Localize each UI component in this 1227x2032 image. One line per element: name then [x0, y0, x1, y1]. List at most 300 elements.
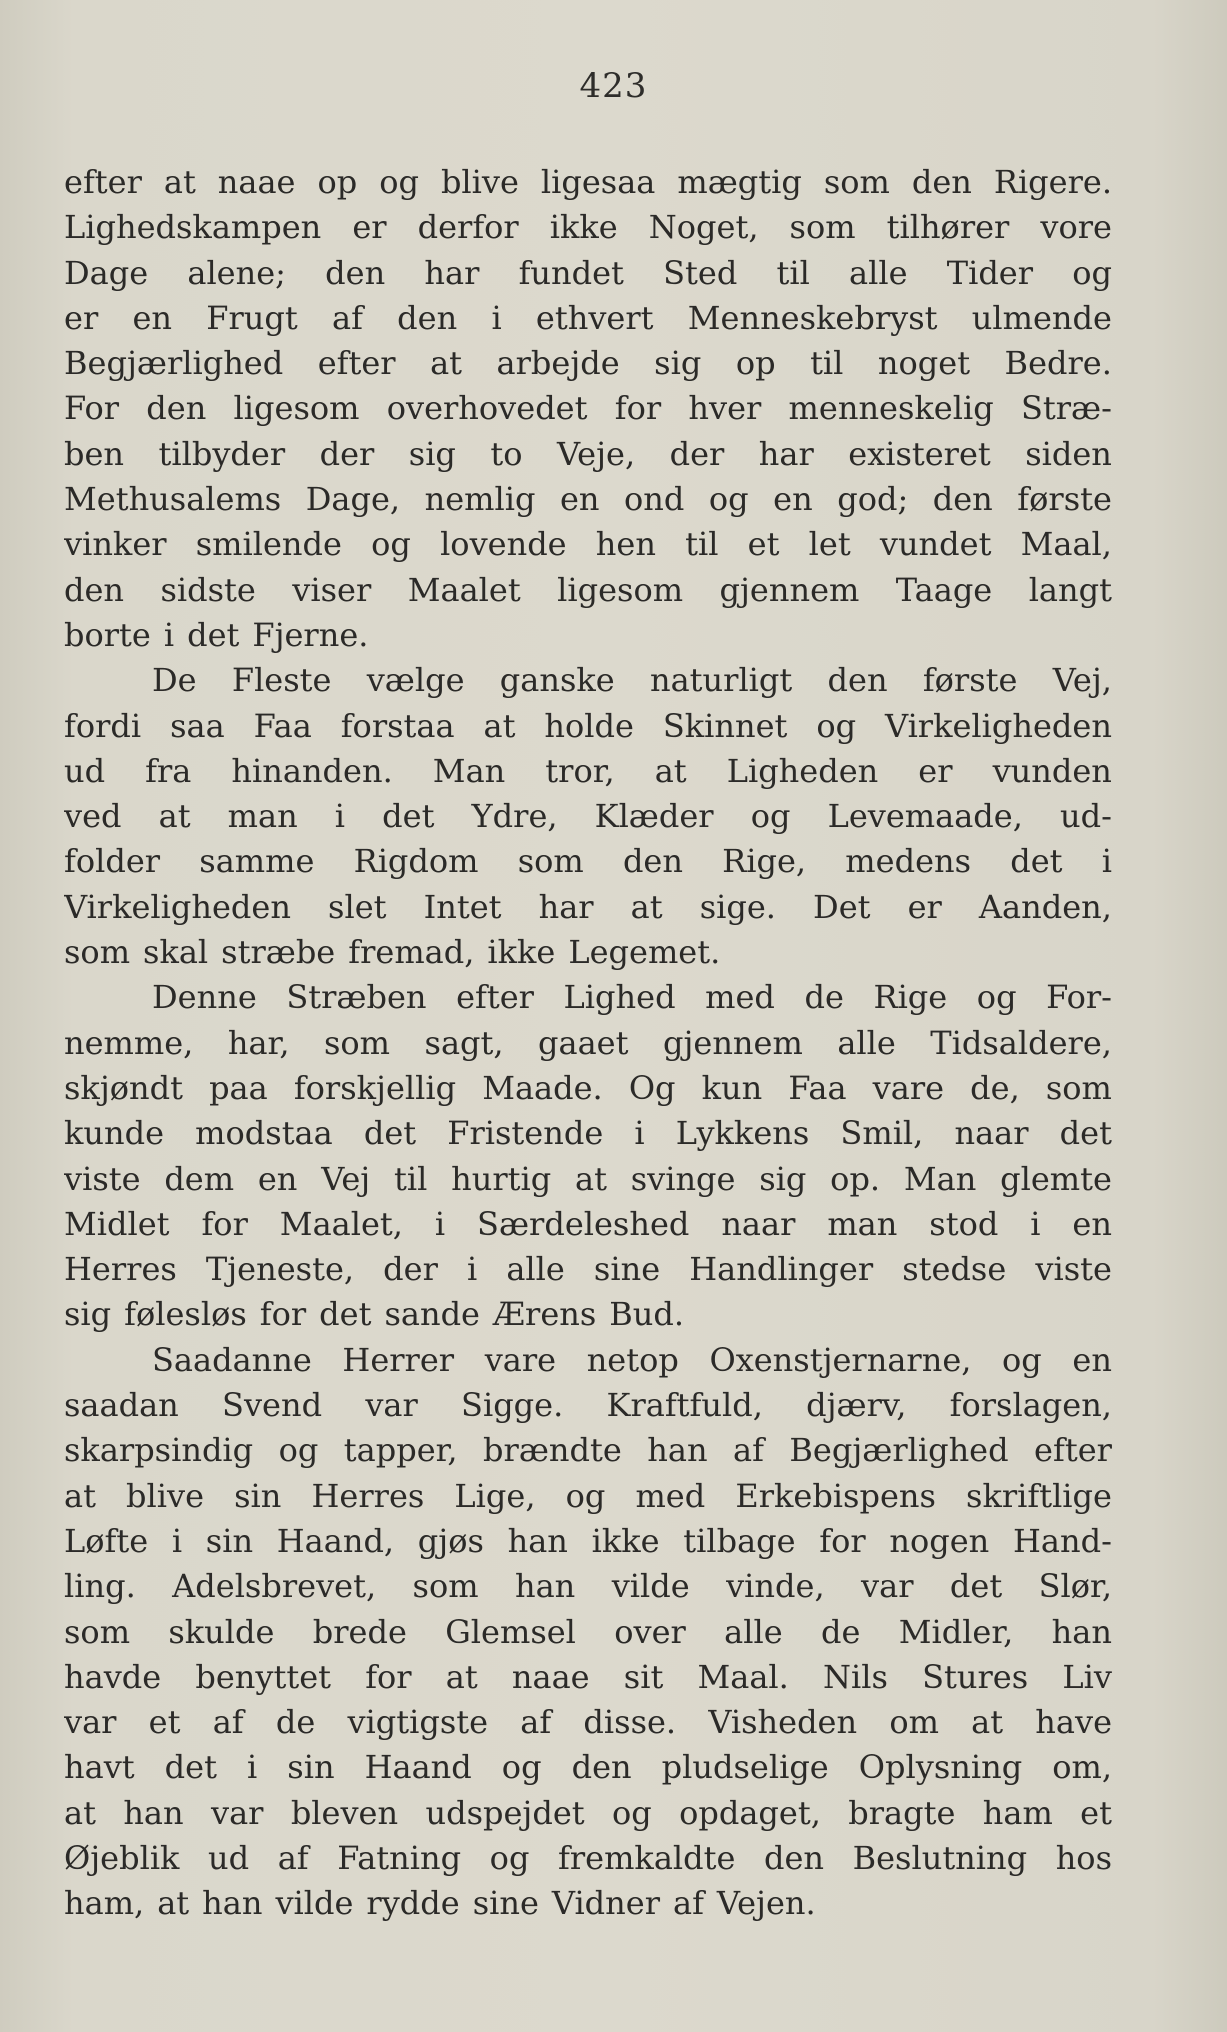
word: benyttet — [195, 1657, 331, 1696]
word: tapper, — [343, 1431, 458, 1470]
word: vælge — [366, 661, 465, 700]
word: sande — [384, 1295, 480, 1334]
word: ikke — [591, 1521, 660, 1560]
word: vundet — [879, 525, 992, 564]
word: viste — [1035, 1250, 1112, 1289]
word: vilde — [275, 1884, 354, 1923]
word: Bud. — [609, 1295, 685, 1334]
word: tilhører — [886, 208, 1010, 247]
word: folder — [64, 842, 161, 881]
word: ham, — [64, 1884, 145, 1923]
text-line — [64, 1157, 1112, 1202]
word: djærv, — [806, 1386, 907, 1425]
text-line — [64, 251, 1112, 296]
word: vinker — [64, 525, 167, 564]
word: af — [520, 1703, 552, 1742]
word: af — [212, 1703, 244, 1742]
word: naar — [721, 1204, 796, 1243]
word: Rige — [873, 978, 948, 1017]
word: stod — [929, 1204, 999, 1243]
word: Visheden — [708, 1703, 858, 1742]
word: Stræben — [286, 978, 427, 1017]
word: var — [365, 1386, 418, 1425]
text-line — [64, 1428, 1112, 1473]
word: saa — [170, 706, 225, 745]
word: Smil, — [840, 1114, 924, 1153]
word: Faa — [788, 1068, 847, 1107]
word: Aanden, — [978, 887, 1112, 926]
word: at — [483, 706, 516, 745]
word: Maal. — [697, 1657, 789, 1696]
word: smilende — [195, 525, 342, 564]
word: nogen — [889, 1521, 990, 1560]
word: tilbyder — [158, 434, 286, 473]
word: de — [804, 978, 844, 1017]
word: paa — [209, 1068, 268, 1107]
word: som — [1045, 1068, 1112, 1107]
word: han — [507, 1521, 568, 1560]
word: har — [758, 434, 814, 473]
text-line — [64, 1836, 1112, 1881]
word: Midlet — [64, 1204, 170, 1243]
word: sagt, — [424, 1023, 504, 1062]
word: Ærens — [492, 1295, 597, 1334]
word: netop — [586, 1340, 679, 1379]
word: Og — [628, 1068, 676, 1107]
word: der — [669, 434, 725, 473]
word: de — [275, 1703, 316, 1742]
word: forstaa — [340, 706, 455, 745]
word: sige. — [699, 887, 776, 926]
word: alle — [724, 1612, 783, 1651]
word: Saadanne — [152, 1340, 312, 1379]
word: der — [319, 434, 375, 473]
word: Fatning — [337, 1838, 462, 1877]
word: Denne — [152, 978, 257, 1017]
word: at — [430, 344, 463, 383]
word: fremkaldte — [558, 1838, 736, 1877]
word: overhovedet — [386, 389, 588, 428]
word: Fjerne. — [252, 615, 369, 654]
word: medens — [845, 842, 972, 881]
text-line — [64, 1745, 1112, 1790]
text-line — [64, 296, 1112, 341]
word: Tider — [946, 253, 1034, 292]
word: forslagen, — [949, 1386, 1112, 1425]
word: Noget, — [648, 208, 759, 247]
text-line — [64, 160, 1112, 205]
word: var — [861, 1567, 914, 1606]
word: og — [379, 163, 419, 201]
text-line — [64, 794, 1112, 839]
word: ben — [64, 434, 125, 473]
word: Erkebispens — [735, 1476, 936, 1515]
text-line — [64, 205, 1112, 250]
word: en — [559, 480, 600, 519]
word: Maade. — [482, 1068, 603, 1107]
word: Intet — [423, 887, 502, 926]
word: Klæder — [594, 797, 714, 836]
word: sit — [623, 1657, 664, 1696]
word: lovende — [440, 525, 567, 564]
word: sig — [654, 344, 702, 383]
word: af — [733, 1431, 764, 1470]
word: Sted — [663, 253, 738, 292]
word: fordi — [64, 706, 142, 745]
word: det — [949, 1567, 1003, 1606]
text-line — [64, 613, 1112, 658]
word: efter — [317, 344, 396, 383]
word: Svend — [222, 1386, 323, 1425]
word: Tidsaldere, — [930, 1023, 1112, 1062]
word: det — [164, 1748, 217, 1787]
word: Glemsel — [445, 1612, 576, 1651]
word: alene; — [187, 253, 286, 292]
word: Oplysning — [858, 1748, 1023, 1787]
word: ling. — [64, 1567, 136, 1606]
word: Skinnet — [662, 706, 788, 745]
word: alle — [506, 1250, 565, 1289]
text-line — [64, 1111, 1112, 1156]
word: det — [1010, 842, 1063, 881]
word: Rige, — [722, 842, 807, 881]
word: ligesaa — [540, 163, 656, 201]
word: ud — [208, 1838, 250, 1877]
word: kunde — [64, 1114, 165, 1153]
word: vilde — [611, 1567, 690, 1606]
word: have — [1035, 1703, 1112, 1742]
word: efter — [64, 163, 142, 201]
text-line — [64, 477, 1112, 522]
word: derfor — [417, 208, 519, 247]
word: sine — [472, 1884, 539, 1923]
word: sidste — [160, 570, 256, 609]
word: Maalet, — [279, 1204, 403, 1243]
word: en — [1072, 1340, 1112, 1379]
word: for — [819, 1521, 866, 1560]
word: hver — [688, 389, 762, 428]
word: langt — [1028, 570, 1112, 609]
word: svinge — [630, 1159, 736, 1198]
word: Vidner — [551, 1884, 660, 1923]
word: og — [1002, 1340, 1042, 1379]
word: Man — [432, 751, 506, 790]
word: Virkeligheden — [64, 887, 291, 926]
word: Slør, — [1038, 1567, 1112, 1606]
word: Haand — [364, 1748, 472, 1787]
word: gaaet — [538, 1023, 629, 1062]
word: og — [278, 1431, 319, 1470]
word: han — [202, 1884, 263, 1923]
word: en — [1072, 1204, 1112, 1243]
word: den — [911, 163, 972, 201]
word: ethvert — [535, 298, 654, 337]
word: efter — [1034, 1431, 1112, 1470]
word: og — [371, 525, 411, 564]
word: Vej — [321, 1159, 371, 1198]
word: i — [1030, 1204, 1041, 1243]
word: Vej, — [1052, 661, 1112, 700]
word: Levemaade, — [827, 797, 1023, 836]
word: til — [394, 1159, 428, 1198]
word: at — [158, 797, 191, 836]
text-line — [64, 704, 1112, 749]
word: i — [247, 1748, 258, 1787]
text-line — [64, 930, 1112, 975]
word: alle — [837, 1023, 896, 1062]
word: opdaget, — [679, 1793, 821, 1832]
word: Liv — [1062, 1657, 1112, 1696]
word: ond — [624, 480, 685, 519]
word: første — [922, 661, 1018, 700]
word: han — [514, 1567, 576, 1606]
word: Stures — [922, 1657, 1029, 1696]
word: fra — [145, 751, 192, 790]
word: fremad, — [348, 933, 475, 972]
word: at — [445, 1657, 478, 1696]
word: var — [64, 1703, 117, 1742]
word: For — [64, 389, 120, 428]
word: Løfte — [64, 1521, 149, 1560]
word: Lighedskampen — [64, 208, 322, 247]
word: det — [382, 797, 435, 836]
word: sig — [408, 434, 456, 473]
word: havt — [64, 1748, 135, 1787]
word: disse. — [583, 1703, 677, 1742]
word: Tjeneste, — [205, 1250, 355, 1289]
text-line — [64, 568, 1112, 613]
text-line — [64, 1610, 1112, 1655]
word: Ligheden — [726, 751, 879, 790]
word: ham — [982, 1793, 1053, 1832]
word: vare — [872, 1068, 945, 1107]
word: at — [64, 1476, 96, 1515]
word: Menneskebryst — [687, 298, 938, 337]
word: mægtig — [677, 163, 802, 201]
word: ud- — [1059, 797, 1112, 836]
word: sig — [64, 1295, 112, 1334]
word: noget — [877, 344, 971, 383]
word: Handlinger — [689, 1250, 874, 1289]
word: rydde — [366, 1884, 460, 1923]
text-line — [64, 1881, 1112, 1926]
word: et — [148, 1703, 181, 1742]
word: han — [647, 1431, 708, 1470]
word: Veje, — [556, 434, 636, 473]
text-line — [64, 1383, 1112, 1428]
word: var — [210, 1793, 264, 1832]
word: har, — [227, 1023, 290, 1062]
word: Legemet. — [568, 933, 721, 972]
word: de, — [970, 1068, 1020, 1107]
word: og — [489, 1838, 530, 1877]
word: god; — [837, 480, 909, 519]
word: og — [501, 1748, 542, 1787]
word: nemlig — [424, 480, 536, 519]
word: som — [64, 1612, 131, 1651]
word: holde — [544, 706, 634, 745]
word: i — [466, 1250, 478, 1289]
word: ganske — [499, 661, 615, 700]
word: to — [490, 434, 523, 473]
word: har — [538, 887, 594, 926]
word: skriftlige — [966, 1476, 1112, 1515]
word: er — [918, 751, 953, 790]
word: har — [424, 253, 480, 292]
word: Fristende — [447, 1114, 604, 1153]
word: op — [735, 344, 776, 383]
word: i — [171, 1521, 183, 1560]
word: at — [157, 1884, 190, 1923]
text-line — [64, 749, 1112, 794]
page-number: 423 — [579, 66, 648, 106]
word: og — [816, 706, 857, 745]
word: skarpsindig — [64, 1431, 254, 1470]
word: den — [146, 389, 207, 428]
word: at — [574, 1159, 607, 1198]
word: til — [685, 525, 719, 564]
word: om — [889, 1703, 939, 1742]
word: kun — [701, 1068, 763, 1107]
word: Herres — [64, 1250, 177, 1289]
word: den — [571, 1748, 632, 1787]
word: Lige, — [454, 1476, 536, 1515]
word: menneskelig — [788, 389, 994, 428]
word: og — [611, 1793, 652, 1832]
text-line — [64, 885, 1112, 930]
word: ligesom — [557, 570, 684, 609]
word: for — [365, 1657, 412, 1696]
word: udspejdet — [425, 1793, 585, 1832]
word: slet — [328, 887, 387, 926]
word: som — [789, 208, 856, 247]
word: som — [517, 842, 584, 881]
word: for — [614, 389, 662, 428]
word: stedse — [902, 1250, 1007, 1289]
word: et — [747, 525, 780, 564]
word: ved — [64, 797, 122, 836]
word: et — [1080, 1793, 1112, 1832]
word: han — [1051, 1612, 1112, 1651]
word: i — [434, 1204, 446, 1243]
word: for — [201, 1204, 248, 1243]
word: gjøs — [417, 1521, 484, 1560]
word: gjennem — [662, 1023, 803, 1062]
word: brede — [312, 1612, 407, 1651]
word: Stræ- — [1020, 389, 1112, 428]
word: skulde — [168, 1612, 275, 1651]
word: Nils — [823, 1657, 888, 1696]
text-line — [64, 522, 1112, 567]
word: i — [163, 615, 175, 654]
text-line — [64, 1247, 1112, 1292]
text-line — [64, 658, 1112, 703]
word: Rigdom — [353, 842, 479, 881]
word: tilbage — [683, 1521, 796, 1560]
word: sin — [205, 1521, 254, 1560]
word: skal — [143, 933, 209, 972]
word: er — [64, 298, 99, 337]
word: til — [776, 253, 810, 292]
word: hos — [1055, 1838, 1112, 1877]
word: naae — [511, 1657, 590, 1696]
word: Fleste — [231, 661, 332, 700]
word: siden — [1025, 434, 1112, 473]
word: den — [932, 480, 993, 519]
word: i — [634, 1114, 645, 1153]
word: det — [187, 615, 240, 654]
word: at — [163, 163, 196, 201]
word: den — [64, 570, 125, 609]
word: er — [352, 208, 387, 247]
word: med — [705, 978, 775, 1017]
word: Frugt — [206, 298, 298, 337]
word: alle — [849, 253, 908, 292]
word: Methusalems — [64, 480, 282, 519]
text-line — [64, 432, 1112, 477]
text-line — [64, 1066, 1112, 1111]
word: Faa — [253, 706, 312, 745]
text-line — [64, 1338, 1112, 1383]
word: let — [808, 525, 851, 564]
word: naturligt — [649, 661, 793, 700]
word: op — [317, 163, 358, 201]
word: Oxenstjernarne, — [709, 1340, 972, 1379]
word: Maal, — [1020, 525, 1112, 564]
word: en — [257, 1159, 298, 1198]
word: Hand- — [1012, 1521, 1112, 1560]
word: Maalet — [407, 570, 521, 609]
word: existeret — [848, 434, 991, 473]
word: som — [64, 933, 131, 972]
word: den — [622, 842, 683, 881]
word: skjøndt — [64, 1068, 183, 1107]
word: Dage — [64, 253, 149, 292]
word: Man — [903, 1159, 977, 1198]
word: om, — [1052, 1748, 1112, 1787]
word: naar — [954, 1114, 1029, 1153]
word: nemme, — [64, 1023, 194, 1062]
word: Bedre. — [1004, 344, 1112, 383]
word: tror, — [545, 751, 615, 790]
word: en — [132, 298, 173, 337]
word: modstaa — [195, 1114, 333, 1153]
word: saadan — [64, 1386, 179, 1425]
text-line — [64, 341, 1112, 386]
word: efter — [456, 978, 534, 1017]
word: Adelsbrevet, — [172, 1567, 377, 1606]
word: Kraftfuld, — [606, 1386, 763, 1425]
word: ligesom — [233, 389, 360, 428]
word: i — [334, 797, 346, 836]
word: man — [227, 797, 298, 836]
word: af — [331, 298, 363, 337]
word: Begjærlighed — [789, 1431, 1009, 1470]
text-line — [64, 1700, 1112, 1745]
word: ikke — [549, 208, 618, 247]
word: den — [325, 253, 386, 292]
word: man — [827, 1204, 898, 1243]
word: af — [673, 1884, 704, 1923]
word: og — [708, 480, 749, 519]
text-line — [64, 975, 1112, 1020]
word: glemte — [1000, 1159, 1112, 1198]
word: Rigere. — [993, 163, 1112, 201]
word: blive — [126, 1476, 205, 1515]
word: er — [907, 887, 942, 926]
word: Herres — [311, 1476, 425, 1515]
word: ud — [64, 751, 106, 790]
